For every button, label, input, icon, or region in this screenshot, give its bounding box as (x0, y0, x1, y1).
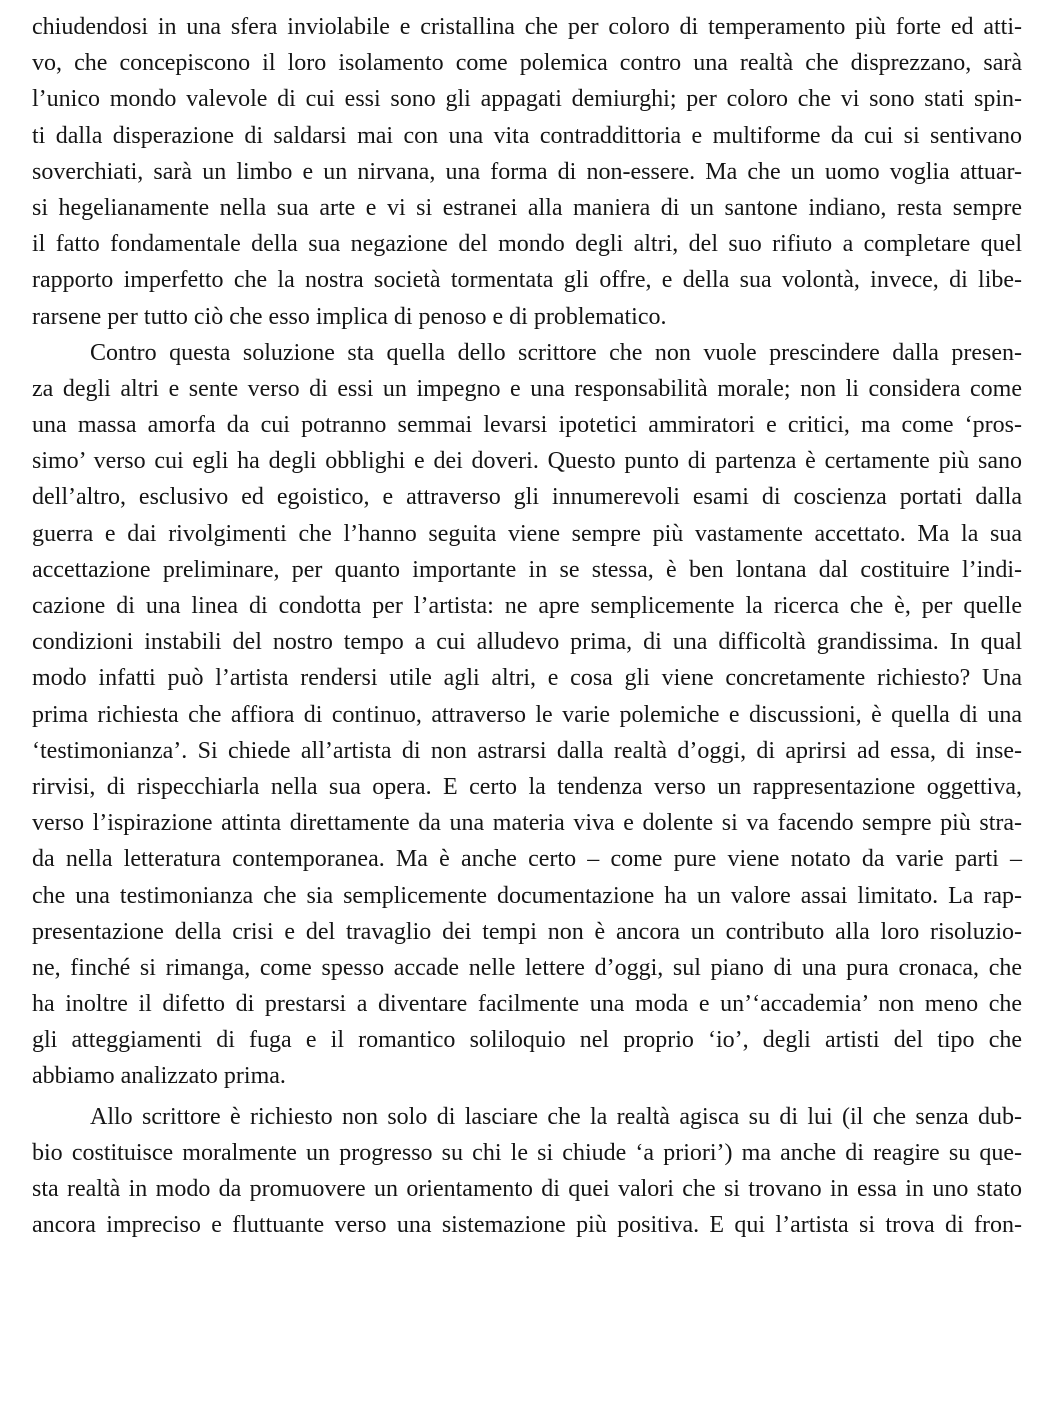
text-line: che una testimonianza che sia semplicemente documentazione ha un valore assai limitato. La rap- (32, 882, 1022, 909)
text-line: simo’ verso cui egli ha degli obblighi e dei doveri. Questo punto di partenza è certamente più sano (32, 448, 1022, 475)
text-line: modo infatti può l’artista rendersi utile agli altri, e cosa gli viene concretamente richiesto? Una (32, 665, 1022, 692)
text-line: ancora impreciso e fluttuante verso una sistemazione più positiva. E qui l’artista si trova di fron- (32, 1212, 1022, 1239)
text-line: ti dalla disperazione di saldarsi mai con una vita contraddittoria e multiforme da cui si sentivano (32, 122, 1022, 149)
paragraph-3 (32, 1099, 1022, 1244)
text-line: verso l’ispirazione attinta direttamente da una materia viva e dolente si va facendo sempre più stra- (32, 810, 1022, 837)
text-line: gli atteggiamenti di fuga e il romantico soliloquio nel proprio ‘io’, degli artisti del tipo che (32, 1027, 1022, 1054)
text-line: soverchiati, sarà un limbo e un nirvana, una forma di non-essere. Ma che un uomo voglia attuar- (32, 158, 1022, 185)
text-line: chiudendosi in una sfera inviolabile e cristallina che per coloro di temperamento più forte ed atti- (32, 14, 1022, 40)
text-line: ha inoltre il difetto di prestarsi a diventare facilmente una moda e un’‘accademia’ non meno che (32, 991, 1022, 1018)
paragraph-2 (32, 335, 1022, 1095)
text-line: una massa amorfa da cui potranno semmai levarsi ipotetici ammiratori e critici, ma come ‘pros- (32, 412, 1022, 439)
text-line: bio costituisce moralmente un progresso su chi le si chiude ‘a priori’) ma anche di reagire su que- (32, 1139, 1022, 1166)
text-line: sta realtà in modo da promuovere un orientamento di quei valori che si trovano in essa in uno stato (32, 1176, 1022, 1202)
text-line: l’unico mondo valevole di cui essi sono gli appagati demiurghi; per coloro che vi sono stati spin- (32, 86, 1022, 113)
text-line: da nella letteratura contemporanea. Ma è anche certo – come pure viene notato da varie parti – (32, 846, 1022, 873)
text-line: condizioni instabili del nostro tempo a cui alludevo prima, di una difficoltà grandissima. In qual (32, 629, 1022, 656)
text-line: Allo scrittore è richiesto non solo di lasciare che la realtà agisca su di lui (il che senza dub- (90, 1103, 1022, 1130)
text-line: il fatto fondamentale della sua negazione del mondo degli altri, del suo rifiuto a completare quel (32, 231, 1022, 258)
text-line: rapporto imperfetto che la nostra società tormentata gli offre, e della sua volontà, invece, di libe- (32, 267, 1022, 294)
paragraph-1 (32, 9, 1022, 335)
text-line: ne, finché si rimanga, come spesso accade nelle lettere d’oggi, sul piano di una pura cronaca, che (32, 954, 1022, 981)
text-line: za degli altri e sente verso di essi un impegno e una responsabilità morale; non li considera come (32, 375, 1022, 402)
text-line: cazione di una linea di condotta per l’artista: ne apre semplicemente la ricerca che è, per quelle (32, 593, 1022, 619)
text-line: ‘testimonianza’. Si chiede all’artista di non astrarsi dalla realtà d’oggi, di aprirsi ad essa, di inse- (32, 737, 1022, 764)
text-line: accettazione preliminare, per quanto importante in se stessa, è ben lontana dal costituire l’indi- (32, 556, 1022, 583)
text-line: abbiamo analizzato prima. (32, 1063, 286, 1090)
text-line: guerra e dai rivolgimenti che l’hanno seguita viene sempre più vastamente accettato. Ma la sua (32, 520, 1022, 547)
text-line: rarsene per tutto ciò che esso implica di penoso e di problematico. (32, 303, 667, 330)
text-line: si hegelianamente nella sua arte e vi si estranei alla maniera di un santone indiano, resta sempre (32, 194, 1022, 221)
text-line: prima richiesta che affiora di continuo, attraverso le varie polemiche e discussioni, è quella di una (32, 701, 1022, 728)
text-line: vo, che concepiscono il loro isolamento come polemica contro una realtà che disprezzano, sarà (32, 50, 1022, 77)
text-line: Contro questa soluzione sta quella dello scrittore che non vuole prescindere dalla presen- (90, 339, 1022, 366)
text-line: presentazione della crisi e del travaglio dei tempi non è ancora un contributo alla loro risoluzio- (32, 918, 1022, 945)
text-line: dell’altro, esclusivo ed egoistico, e attraverso gli innumerevoli esami di coscienza portati dalla (32, 484, 1022, 511)
text-line: rirvisi, di rispecchiarla nella sua opera. E certo la tendenza verso un rappresentazione oggettiva, (32, 773, 1022, 800)
body-text (32, 9, 1022, 1243)
